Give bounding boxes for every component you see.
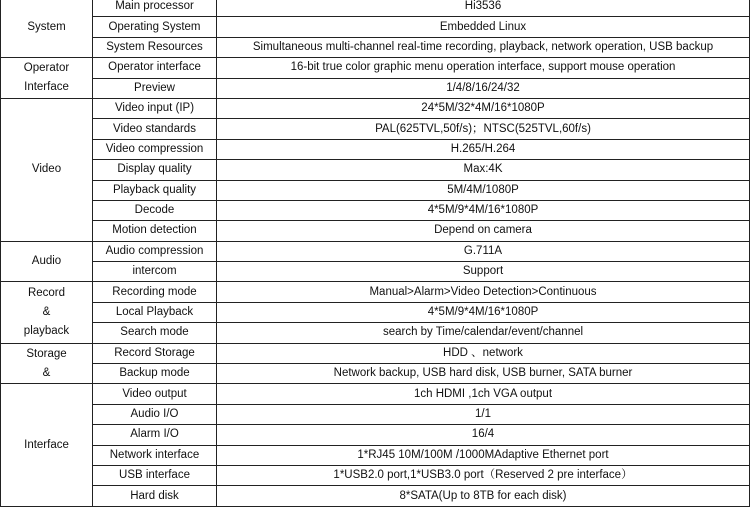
table-row [1,0,750,17]
feature-cell: Audio I/O [93,404,217,424]
category-label: System [27,20,66,33]
category-cell [1,384,93,506]
category-label: playback [23,325,70,338]
feature-cell: intercom [93,262,217,282]
feature-cell: Video compression [93,139,217,159]
value-cell: 1/1 [217,404,750,424]
table-row [1,445,750,465]
feature-cell: Backup mode [93,364,217,384]
value-cell: 5M/4M/1080P [217,180,750,200]
table-row [1,486,750,506]
table-row [1,160,750,180]
value-cell: Depend on camera [217,221,750,241]
table-row [1,37,750,57]
table-row [1,282,750,302]
table-row [1,241,750,261]
value-cell: HDD 、network [217,343,750,363]
value-cell: 8*SATA(Up to 8TB for each disk) [217,486,750,506]
feature-cell: Video output [93,384,217,404]
feature-cell: Motion detection [93,221,217,241]
category-cell [1,241,93,282]
table-row [1,384,750,404]
feature-cell: Network interface [93,445,217,465]
value-cell: Embedded Linux [217,17,750,37]
table-row [1,364,750,384]
value-cell: 1*USB2.0 port,1*USB3.0 port（Reserved 2 pre interface） [217,465,750,485]
category-label: Audio [31,255,62,268]
feature-cell: Local Playback [93,302,217,322]
feature-cell: Display quality [93,160,217,180]
table-row [1,180,750,200]
spec-table-body [1,0,750,506]
value-cell: Network backup, USB hard disk, USB burner, SATA burner [217,364,750,384]
value-cell: Max:4K [217,160,750,180]
value-cell: 1*RJ45 10M/100M /1000MAdaptive Ethernet port [217,445,750,465]
feature-cell: Alarm I/O [93,425,217,445]
value-cell: Hi3536 [217,0,750,17]
category-cell [1,282,93,343]
table-row [1,262,750,282]
value-cell: 24*5M/32*4M/16*1080P [217,98,750,118]
feature-cell: Recording mode [93,282,217,302]
value-cell: 1ch HDMI ,1ch VGA output [217,384,750,404]
category-label: Storage [26,347,67,360]
table-row [1,139,750,159]
table-row [1,465,750,485]
table-row [1,17,750,37]
value-cell: H.265/H.264 [217,139,750,159]
feature-cell: Playback quality [93,180,217,200]
feature-cell: Operator interface [93,58,217,78]
feature-cell: Main processor [93,0,217,17]
value-cell: 4*5M/9*4M/16*1080P [217,200,750,220]
value-cell: 16/4 [217,425,750,445]
table-row [1,78,750,98]
table-row [1,58,750,78]
table-row [1,98,750,118]
value-cell: Simultaneous multi-channel real-time recording, playback, network operation, USB backup [217,37,750,57]
feature-cell: Record Storage [93,343,217,363]
feature-cell: Search mode [93,323,217,343]
feature-cell: Hard disk [93,486,217,506]
table-row [1,200,750,220]
table-row [1,323,750,343]
category-label: Interface [24,438,69,451]
category-label: Record [27,287,66,300]
category-cell [1,58,93,99]
feature-cell: System Resources [93,37,217,57]
category-label: Interface [24,81,69,94]
value-cell: Support [217,262,750,282]
table-row [1,404,750,424]
value-cell: PAL(625TVL,50f/s)；NTSC(525TVL,60f/s) [217,119,750,139]
category-label: Video [31,163,62,176]
category-cell [1,0,93,58]
value-cell: Manual>Alarm>Video Detection>Continuous [217,282,750,302]
table-row [1,425,750,445]
category-cell [1,98,93,241]
category-label: & [42,306,51,319]
table-row [1,302,750,322]
feature-cell: Audio compression [93,241,217,261]
table-row [1,343,750,363]
feature-cell: USB interface [93,465,217,485]
category-label: & [42,366,51,379]
table-row [1,221,750,241]
category-label: Operator [23,62,70,75]
value-cell: 1/4/8/16/24/32 [217,78,750,98]
value-cell: 16-bit true color graphic menu operation interface, support mouse operation [217,58,750,78]
value-cell: 4*5M/9*4M/16*1080P [217,302,750,322]
feature-cell: Preview [93,78,217,98]
value-cell: search by Time/calendar/event/channel [217,323,750,343]
feature-cell: Decode [93,200,217,220]
feature-cell: Video standards [93,119,217,139]
feature-cell: Video input (IP) [93,98,217,118]
category-cell [1,343,93,384]
feature-cell: Operating System [93,17,217,37]
table-row [1,119,750,139]
value-cell: G.711A [217,241,750,261]
